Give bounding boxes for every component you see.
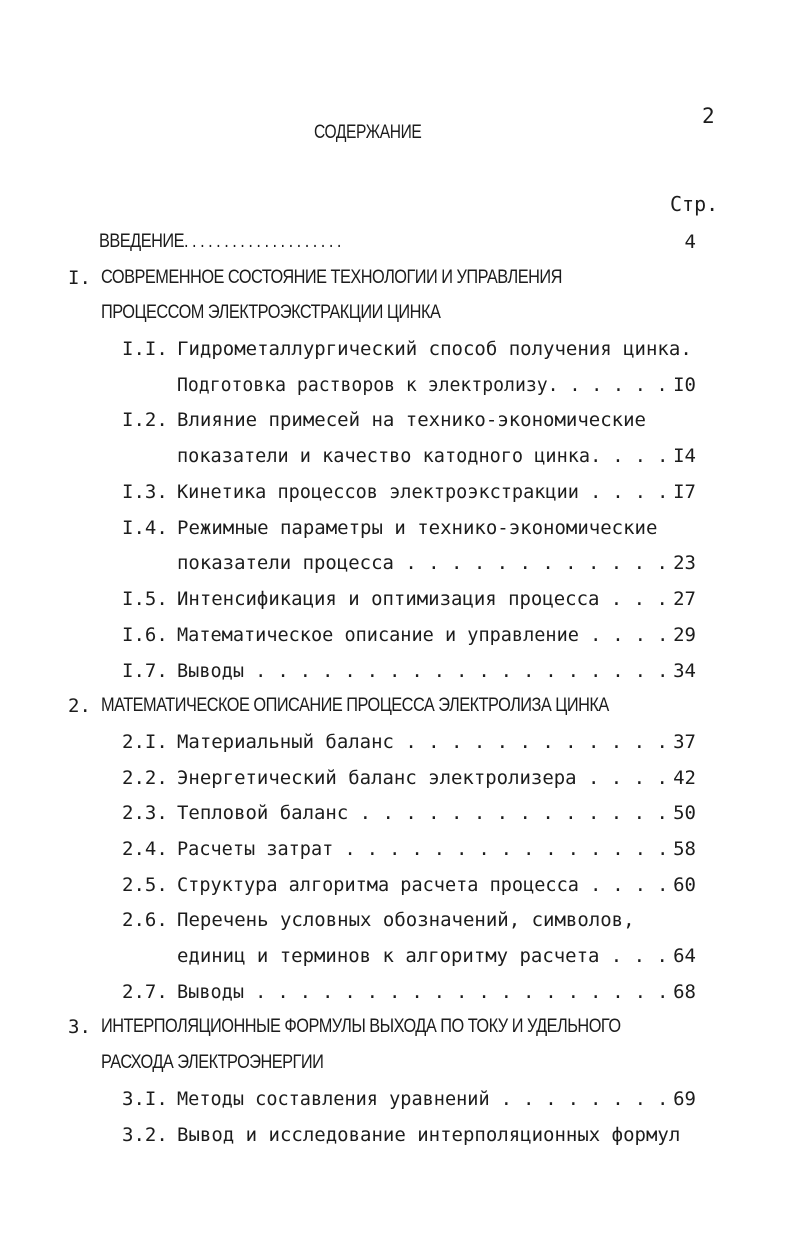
toc-entry-text: Подготовка растворов к электролизу. . . . . . [177, 374, 668, 396]
toc-entry-text: Структура алгоритма расчета процесса . . . . [177, 874, 669, 896]
toc-entry-text: Математическое описание и управление . . . . [177, 624, 669, 646]
toc-entry-number: 2.4. [122, 838, 168, 860]
toc-entry-text: Тепловой баланс . . . . . . . . . . . . . . [177, 802, 668, 824]
toc-entry-number: I.6. [122, 624, 168, 646]
toc-entry-number: 2.2. [122, 767, 168, 789]
toc-entry-page: 29 [673, 624, 696, 646]
toc-entry-number: 2.I. [122, 731, 168, 753]
toc-entry-text: Материальный баланс . . . . . . . . . . . . [177, 731, 668, 753]
toc-entry-number: 2. [68, 695, 91, 717]
toc-entry-text: Выводы . . . . . . . . . . . . . . . . . . . [177, 660, 669, 682]
toc-entry-number: I.3. [122, 481, 168, 503]
toc-entry-page: 60 [673, 874, 696, 896]
toc-entry-text: РАСХОДА ЭЛЕКТРОЭНЕРГИИ [101, 1052, 324, 1073]
toc-entry-number: I.5. [122, 588, 168, 610]
toc-entry-page: 42 [673, 767, 696, 789]
toc-entry-number: 3.2. [122, 1124, 168, 1146]
toc-entry-text: Энергетический баланс электролизера . . . . [177, 767, 668, 789]
toc-entry-text: Гидрометаллургический способ получения цинка. [177, 338, 692, 360]
page-number: 2 [702, 104, 715, 128]
toc-entry-number: 2.5. [122, 874, 168, 896]
toc-entry-text: Методы составления уравнений . . . . . . . . [177, 1088, 669, 1110]
toc-entry-page: I0 [673, 374, 696, 396]
toc-entry-number: I.I. [122, 338, 168, 360]
toc-entry-text: Расчеты затрат . . . . . . . . . . . . . . . [177, 838, 669, 860]
toc-entry-number: 3. [68, 1016, 91, 1038]
toc-entry-page: I7 [673, 481, 696, 503]
toc-entry-page: 4 [684, 231, 696, 253]
toc-entry-number: I.2. [122, 409, 168, 431]
toc-entry-text: Влияние примесей на технико-экономические [177, 409, 646, 431]
toc-entry-text: Кинетика процессов электроэкстракции . . . . [177, 481, 669, 503]
toc-entry-number: I.4. [122, 517, 168, 539]
toc-entry-page: 68 [673, 981, 696, 1003]
toc-entry-text: Выводы . . . . . . . . . . . . . . . . . . . [177, 981, 669, 1003]
toc-entry-page: 69 [673, 1088, 696, 1110]
toc-entry-number: I. [68, 267, 91, 289]
toc-entry-text: Вывод и исследование интерполяционных формул [177, 1124, 681, 1146]
toc-entry-text: показатели и качество катодного цинка. . . . [177, 445, 669, 467]
toc-entry-text: Режимные параметры и технико-экономические [177, 517, 658, 539]
toc-entry-page: 37 [673, 731, 696, 753]
toc-entry-number: I.7. [122, 660, 168, 682]
toc-entry-text: показатели процесса . . . . . . . . . . . . [177, 552, 668, 574]
toc-entry-text: единиц и терминов к алгоритму расчета . . . [177, 945, 668, 967]
toc-entry-page: 58 [673, 838, 696, 860]
toc-entry-text: МАТЕМАТИЧЕСКОЕ ОПИСАНИЕ ПРОЦЕССА ЭЛЕКТРОЛИЗА ЦИНКА [101, 695, 609, 716]
toc-entry-number: 2.6. [122, 909, 168, 931]
toc-entry-page: I4 [673, 445, 696, 467]
toc-entry-text: ИНТЕРПОЛЯЦИОННЫЕ ФОРМУЛЫ ВЫХОДА ПО ТОКУ И УДЕЛЬНОГО [101, 1016, 621, 1037]
toc-entry-page: 64 [673, 945, 696, 967]
toc-entry-text: СОВРЕМЕННОЕ СОСТОЯНИЕ ТЕХНОЛОГИИ И УПРАВЛЕНИЯ [101, 267, 562, 288]
toc-entry-page: 23 [673, 552, 696, 574]
toc-entry-text: Перечень условных обозначений, символов, [177, 909, 635, 931]
toc-entry-number: 2.7. [122, 981, 168, 1003]
toc-entry-text: Интенсификация и оптимизация процесса . . . [177, 588, 668, 610]
toc-entry-number: 3.I. [122, 1088, 168, 1110]
toc-entry-page: 27 [673, 588, 696, 610]
toc-entry-text: ПРОЦЕССОМ ЭЛЕКТРОЭКСТРАКЦИИ ЦИНКА [101, 302, 441, 323]
page-column-header: Стр. [670, 192, 719, 216]
page-title: СОДЕРЖАНИЕ [314, 122, 422, 143]
toc-entry-number: 2.3. [122, 802, 168, 824]
toc-entry-text: ВВЕДЕНИЕ. . . . . . . . . . . . . . . . . . . . [99, 231, 341, 252]
toc-entry-page: 50 [673, 802, 696, 824]
toc-entry-page: 34 [673, 660, 696, 682]
